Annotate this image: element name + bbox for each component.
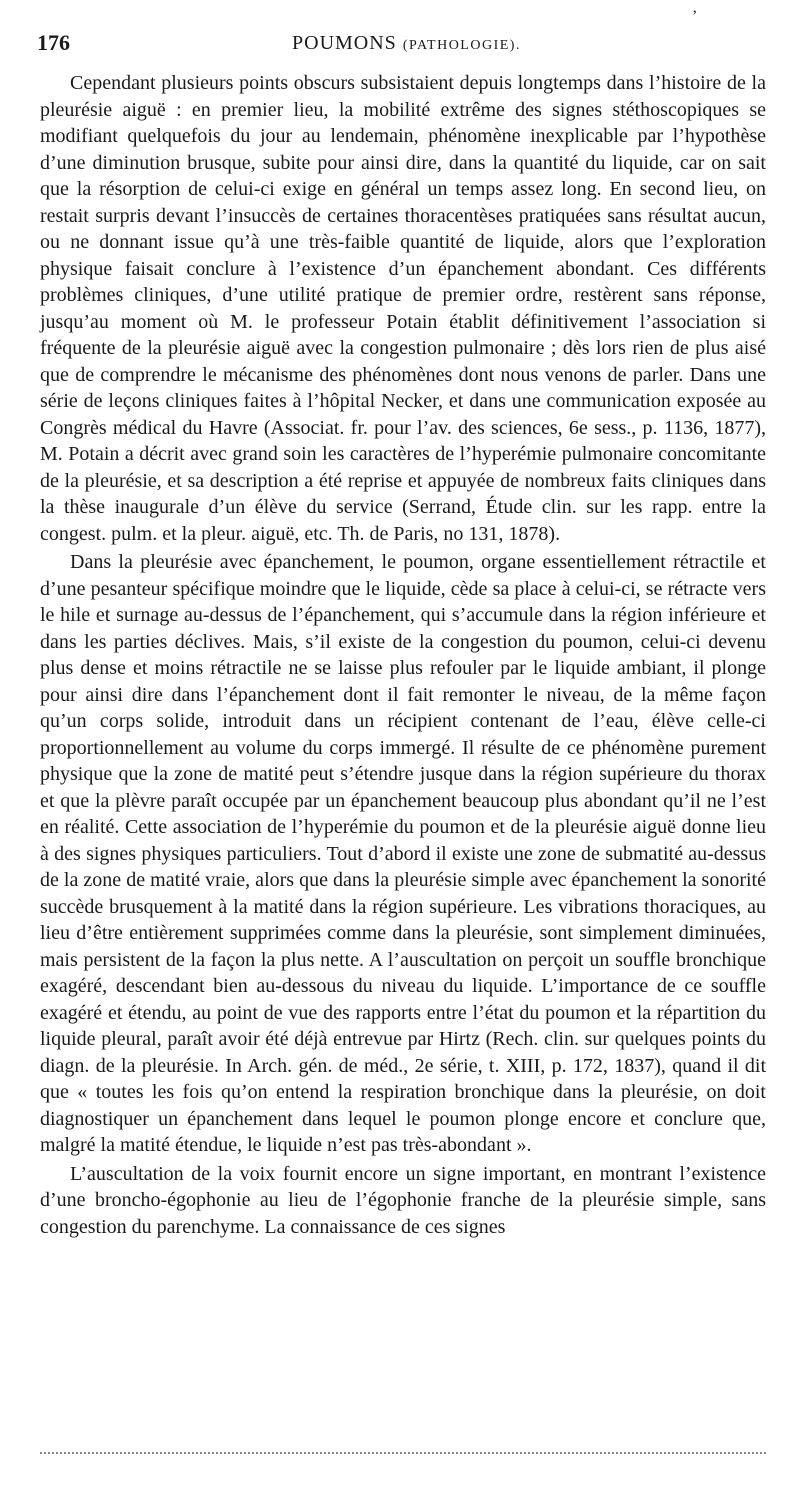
body-text	[40, 70, 766, 1240]
page-header	[37, 30, 767, 60]
running-title-main: POUMONS	[292, 32, 397, 54]
paragraph: Dans la pleurésie avec épanchement, le poumon, organe essentiellement rétractile et d’une pesanteur spécifique moindre que le liquide, cède sa place à celui-ci, se rétracte vers le hile et surnage au-dessus de l’épanchement, qui s’accumule dans la région inférieure et dans les parties déclives. Mais, s’il existe de la congestion du poumon, celui-ci devenu plus dense et moins rétractile ne se laisse plus refouler par le liquide ambiant, il plonge pour ainsi dire dans l’épanchement dont il fait remonter le niveau, de la même façon qu’un corps solide, introduit dans un récipient contenant de l’eau, élève celle-ci proportionnellement au volume du corps immergé. Il résulte de ce phénomène purement physique que la zone de matité peut s’étendre jusque dans la région supérieure du thorax et que la plèvre paraît occupée par un épanchement beaucoup plus abondant qu’il ne l’est en réalité. Cette association de l’hyperémie du poumon et de la pleurésie aiguë donne lieu à des signes physiques particuliers. Tout d’abord il existe une zone de submatité au-dessus de la zone de matité vraie, alors que dans la pleurésie simple avec épanchement la sonorité succède brusquement à la matité dans la région supérieure. Les vibrations thoraciques, au lieu d’être entièrement supprimées comme dans la pleurésie, sont simplement diminuées, mais persistent de la façon la plus nette. A l’auscultation on perçoit un souffle bronchique exagéré, descendant bien au-dessous du niveau du liquide. L’importance de ce souffle exagéré et étendu, au point de vue des rapports entre l’état du poumon et la répartition du liquide pleural, paraît avoir été déjà entrevue par Hirtz (Rech. clin. sur quelques points du diagn. de la pleurésie. In Arch. gén. de méd., 2e série, t. XIII, p. 172, 1837), quand il dit que « toutes les fois qu’on entend la respiration bronchique dans la pleurésie, on doit diagnostiquer un épanchement dans lequel le poumon plonge encore et conclure que, malgré la matité étendue, le liquide n’est pas très-abondant ».	[40, 551, 766, 1156]
paragraph: L’auscultation de la voix fournit encore un signe important, en montrant l’existence d’une broncho-égophonie au lieu de l’égophonie franche de la pleurésie simple, sans congestion du parenchyme. La connaissance de ces signes	[40, 1162, 766, 1238]
paragraph: Cependant plusieurs points obscurs subsistaient depuis longtemps dans l’histoire de la pleurésie aiguë : en premier lieu, la mobilité extrême des signes stéthoscopiques se modifiant quelquefois du jour au lendemain, phénomène inexplicable par l’hypothèse d’une diminution brusque, subite pour ainsi dire, dans la quantité du liquide, car on sait que la résorption de celui-ci exige en général un temps assez long. En second lieu, on restait surpris devant l’insuccès de certaines thoracentèses pratiquées sans résultat aucun, ou ne donnant issue qu’à une très-faible quantité de liquide, alors que l’exploration physique faisait conclure à l’existence d’un épanchement abondant. Ces différents problèmes cliniques, d’une utilité pratique de premier ordre, restèrent sans réponse, jusqu’au moment où M. le professeur Potain établit définitivement l’association si fréquente de la pleurésie aiguë avec la congestion pulmonaire ; dès lors rien de plus aisé que de comprendre le mécanisme des phénomènes dont nous venons de parler. Dans une série de leçons cliniques faites à l’hôpital Necker, et dans une communication exposée au Congrès médical du Havre (Associat. fr. pour l’av. des sciences, 6e sess., p. 1136, 1877), M. Potain a décrit avec grand soin les caractères de l’hyperémie pulmonaire concomitante de la pleurésie, et sa description a été reprise et appuyée de nombreux faits cliniques dans la thèse inaugurale d’un élève du service (Serrand, Étude clin. sur les rapp. entre la congest. pulm. et la pleur. aiguë, etc. Th. de Paris, no 131, 1878).	[40, 72, 766, 545]
running-title-subtitle: (PATHOLOGIE).	[402, 38, 521, 53]
stray-mark: ’	[692, 8, 698, 25]
page-number: 176	[37, 30, 70, 55]
footer-dotted-rule	[40, 1452, 766, 1454]
running-title	[292, 32, 521, 55]
